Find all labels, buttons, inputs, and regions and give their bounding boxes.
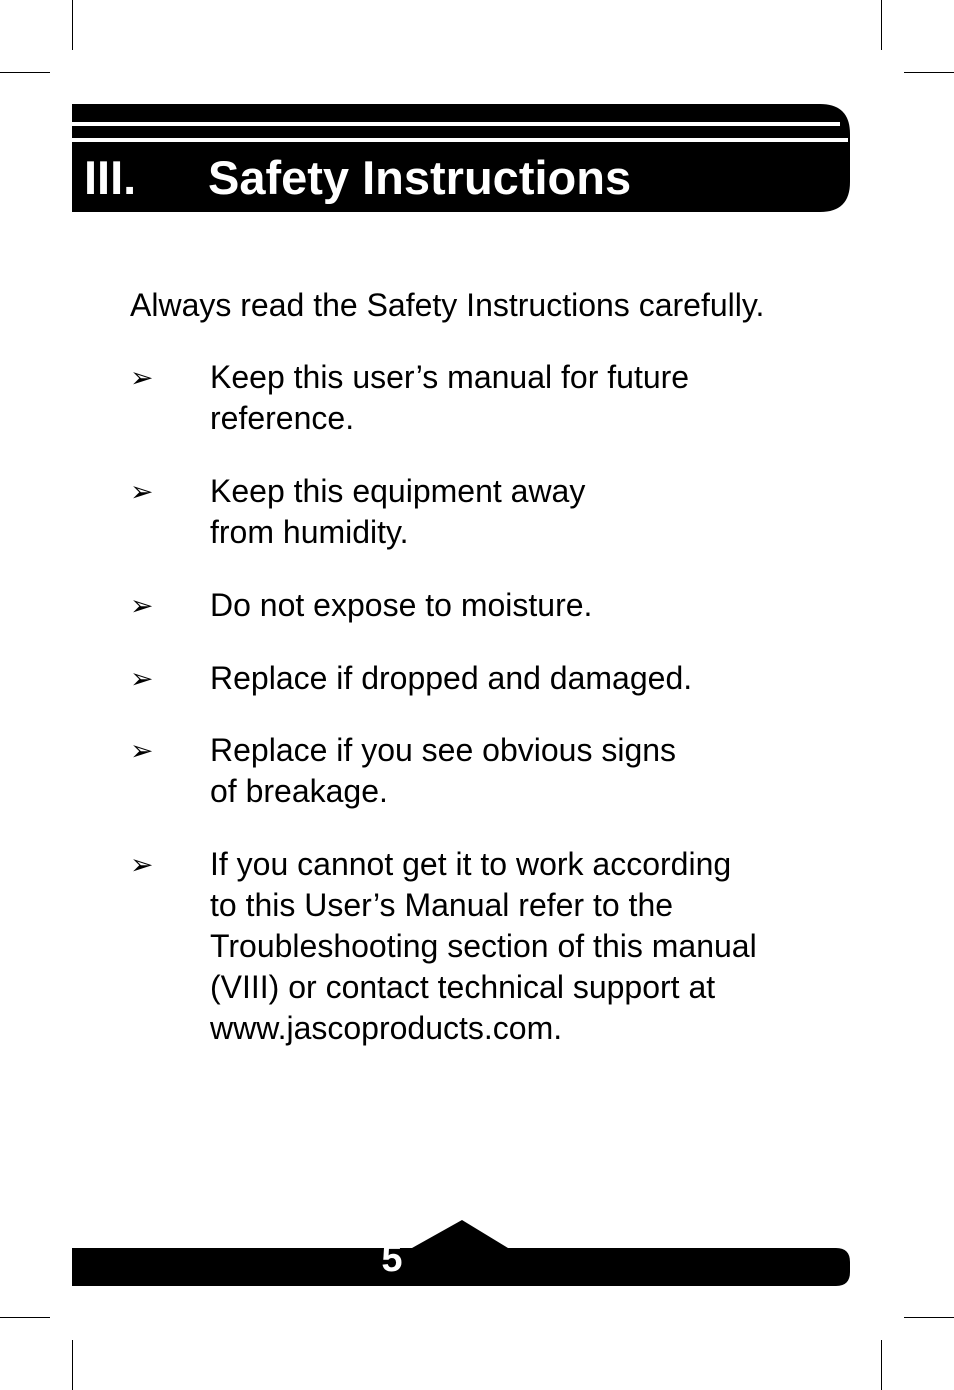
crop-mark-top-right-horizontal [904,72,954,73]
crop-mark-bottom-right-horizontal [904,1317,954,1318]
crop-mark-top-right-vertical [881,0,882,50]
arrow-bullet-icon: ➢ [130,662,154,695]
intro-text: Always read the Safety Instructions carefully. [130,287,765,323]
crop-mark-bottom-left-horizontal [0,1317,50,1318]
list-item-text: Replace if dropped and damaged. [210,660,693,696]
section-title: Safety Instructions [208,151,632,204]
list-item-text: Keep this user’s manual for future reference. [210,359,690,436]
crop-mark-top-left-vertical [72,0,73,50]
list-item-text: Replace if you see obvious signs of breakage. [210,732,677,809]
arrow-bullet-icon: ➢ [130,361,154,394]
arrow-bullet-icon: ➢ [130,734,154,767]
page-number: 5 [381,1238,403,1280]
section-heading [84,148,631,208]
crop-mark-top-left-horizontal [0,72,50,73]
crop-mark-bottom-left-vertical [72,1340,73,1390]
arrow-bullet-icon: ➢ [130,589,154,622]
section-number: III. [84,151,137,204]
crop-mark-bottom-right-vertical [881,1340,882,1390]
list-item-text: If you cannot get it to work according to this User’s Manual refer to the Troubleshooting section of this manual (VIII) or contact technical support at www.jascoproducts.com. [210,846,757,1046]
arrow-bullet-icon: ➢ [130,475,154,508]
list-item-text: Do not expose to moisture. [210,587,593,623]
arrow-bullet-icon: ➢ [130,848,154,881]
list-item-text: Keep this equipment away from humidity. [210,473,586,550]
